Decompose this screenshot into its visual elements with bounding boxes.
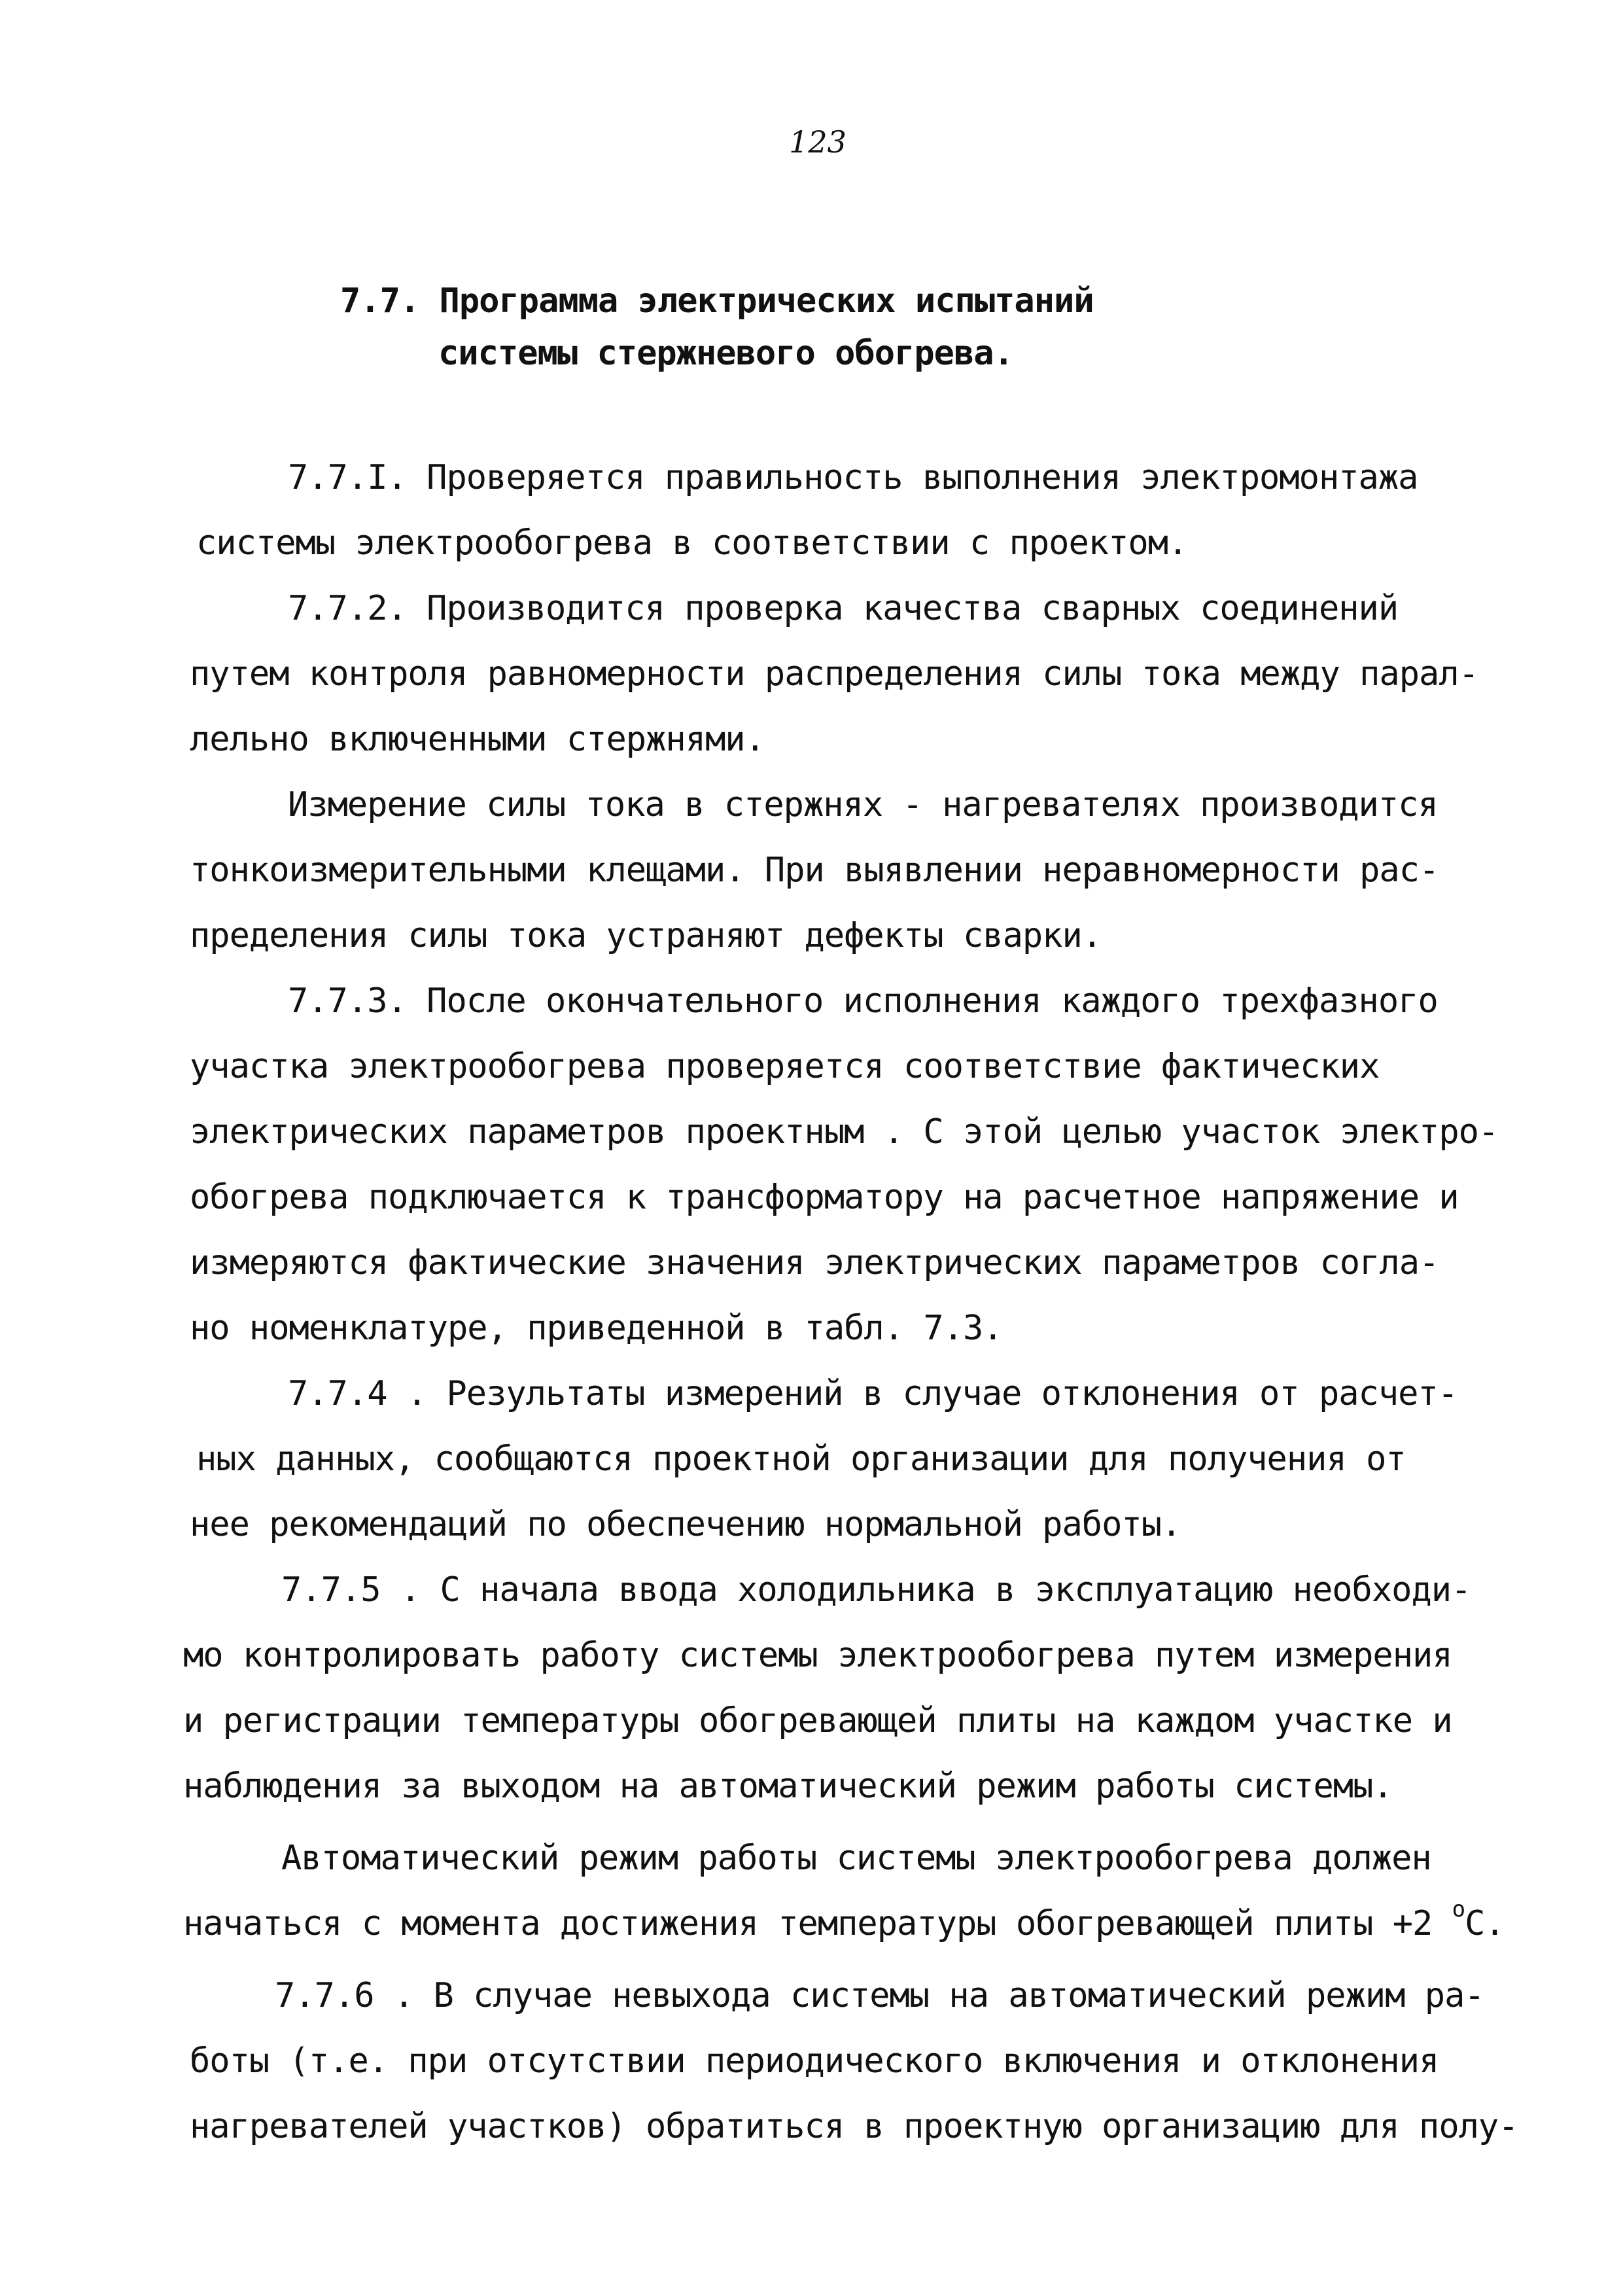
paragraph-line: тонкоизмерительными клещами. При выявлении неравномерности рас-: [190, 851, 1439, 890]
paragraph-line: боты (т.е. при отсутствии периодического включения и отклонения: [190, 2041, 1439, 2081]
page-number: 123: [789, 124, 846, 160]
degree-sign: o: [1452, 1896, 1465, 1922]
paragraph-line: лельно включенными стержнями.: [190, 720, 765, 759]
paragraph-line: участка электрообогрева проверяется соответствие фактических: [190, 1047, 1380, 1086]
section-heading-line-2: системы стержневого обогрева.: [438, 334, 1013, 373]
paragraph-line: 7.7.2. Производится проверка качества сварных соединений: [288, 589, 1399, 628]
paragraph-line: системы электрообогрева в соответствии с проектом.: [196, 523, 1188, 563]
paragraph-line: мо контролировать работу системы электрообогрева путем измерения: [183, 1636, 1452, 1675]
paragraph-line: 7.7.I. Проверяется правильность выполнения электромонтажа: [288, 458, 1418, 497]
paragraph-line: наблюдения за выходом на автоматический режим работы системы.: [183, 1767, 1393, 1806]
paragraph-line-text: начаться с момента достижения температуры обогревающей плиты +2: [183, 1904, 1433, 1943]
section-heading-line-1: 7.7. Программа электрических испытаний: [340, 281, 1094, 321]
paragraph-line: Измерение силы тока в стержнях - нагревателях производится: [288, 785, 1438, 824]
paragraph-line: нагревателей участков) обратиться в проектную организацию для полу-: [190, 2107, 1518, 2146]
paragraph-line: электрических параметров проектным . С этой целью участок электро-: [190, 1112, 1499, 1152]
temperature-unit: C.: [1465, 1904, 1505, 1943]
paragraph-line: 7.7.3. После окончательного исполнения каждого трехфазного: [288, 981, 1438, 1021]
paragraph-line: и регистрации температуры обогревающей плиты на каждом участке и: [183, 1701, 1452, 1740]
paragraph-line: обогрева подключается к трансформатору на расчетное напряжение и: [190, 1178, 1459, 1217]
paragraph-line: измеряются фактические значения электрических параметров согла-: [190, 1243, 1439, 1282]
paragraph-line: но номенклатуре, приведенной в табл. 7.3.: [190, 1309, 1003, 1348]
paragraph-line: путем контроля равномерности распределения силы тока между парал-: [190, 654, 1478, 694]
paragraph-line: 7.7.5 . С начала ввода холодильника в эксплуатацию необходи-: [281, 1570, 1471, 1610]
paragraph-line: пределения силы тока устраняют дефекты сварки.: [190, 916, 1102, 955]
paragraph-line-with-unit: [183, 1896, 1505, 1943]
paragraph-line: ных данных, сообщаются проектной организации для получения от: [196, 1439, 1406, 1479]
paragraph-line: нее рекомендаций по обеспечению нормальной работы.: [190, 1505, 1181, 1544]
paragraph-line: Автоматический режим работы системы электрообогрева должен: [281, 1839, 1431, 1878]
paragraph-line: 7.7.6 . В случае невыхода системы на автоматический режим ра-: [275, 1976, 1484, 2015]
paragraph-line: 7.7.4 . Результаты измерений в случае отклонения от расчет-: [288, 1374, 1458, 1413]
